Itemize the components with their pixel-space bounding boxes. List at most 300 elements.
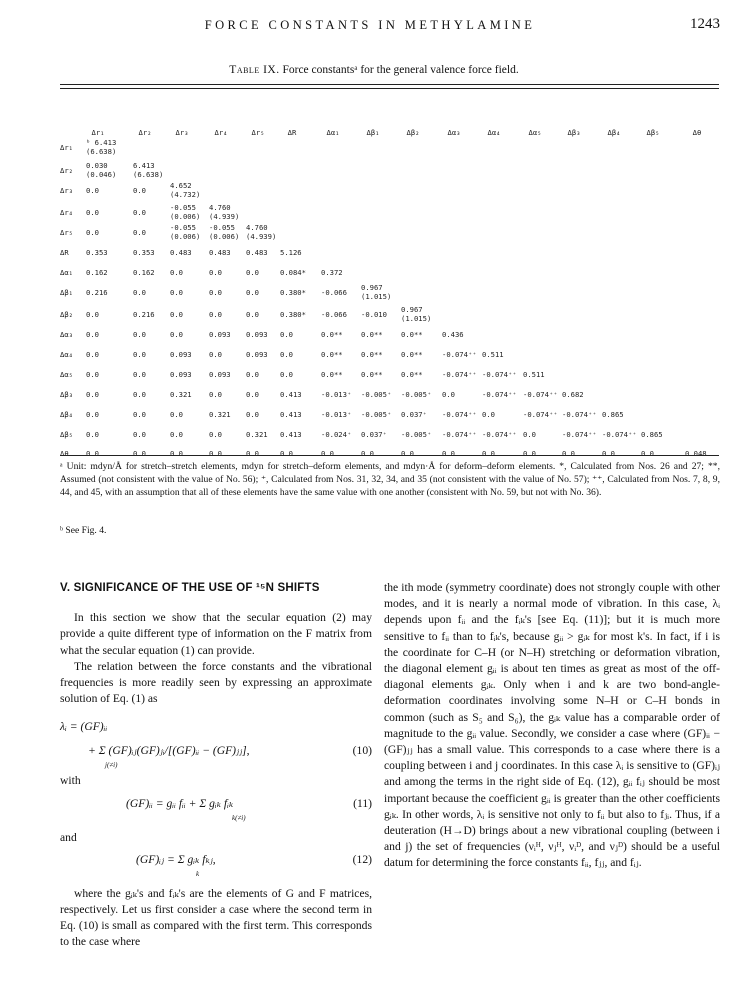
table-cell [361, 390, 391, 399]
table-cell [442, 449, 455, 458]
table-cell [280, 268, 306, 277]
cell-value: 0.321 [209, 410, 231, 419]
equation-subscript: k(≠i) [232, 813, 246, 822]
table-cell [482, 449, 495, 458]
cell-value: 0.0 [442, 449, 455, 458]
table-cell [246, 449, 259, 458]
table-cell [321, 350, 343, 359]
cell-value: 0.0 [401, 449, 414, 458]
table-cell [86, 208, 99, 217]
table-cell [280, 248, 302, 257]
column-header: Δr₄ [214, 128, 228, 137]
table-cell [361, 370, 383, 379]
table-cell [361, 310, 387, 319]
equation-text: λᵢ = (GF)ᵢᵢ [60, 720, 108, 734]
table-cell [170, 330, 183, 339]
table-cell [170, 203, 200, 221]
table-cell [86, 161, 116, 179]
cell-value: 4.760 [209, 203, 231, 212]
table-cell [86, 288, 108, 297]
table-top-rule-2 [60, 88, 719, 89]
table-cell [86, 186, 99, 195]
table-cell [133, 430, 146, 439]
cell-value: 0.0 [209, 310, 222, 319]
cell-value: 0.093 [246, 330, 268, 339]
table-cell [361, 430, 387, 439]
table-cell [209, 248, 231, 257]
column-header: ΔR [287, 128, 297, 137]
cell-value: -0.013⁺ [321, 410, 352, 419]
cell-value: 0.0 [280, 350, 293, 359]
running-header [60, 14, 720, 36]
cell-value: 0.0 [602, 449, 615, 458]
cell-value: 0.0 [209, 268, 222, 277]
cell-value: 0.037⁺ [361, 430, 387, 439]
table-top-rule [60, 84, 719, 85]
cell-value: 0.0 [523, 449, 536, 458]
cell-value: 0.0 [86, 310, 99, 319]
column-header: Δr₁ [91, 128, 105, 137]
equation-12 [60, 852, 372, 886]
cell-value: 0.0 [246, 449, 259, 458]
cell-value: (0.006) [170, 232, 201, 241]
table-bottom-rule [60, 455, 719, 456]
cell-value: 0.865 [602, 410, 624, 419]
table-cell [482, 370, 517, 379]
running-title: FORCE CONSTANTS IN METHYLAMINE [204, 18, 536, 32]
cell-value: 0.0 [86, 370, 99, 379]
cell-value: 0.0** [321, 330, 343, 339]
equation-11 [60, 796, 372, 830]
table-cell [86, 350, 99, 359]
table-cell [280, 449, 293, 458]
cell-value: (6.638) [133, 170, 164, 179]
table-cell [209, 203, 239, 221]
row-label: Δα₄ [60, 350, 73, 359]
row-label: Δα₁ [60, 268, 73, 277]
table-cell [401, 330, 423, 339]
cell-value: 0.413 [280, 390, 302, 399]
table-cell [321, 330, 343, 339]
row-label: Δβ₂ [60, 310, 73, 319]
paragraph: In this section we show that the secular equation (2) may provide a quite different type of information on the F matrix from what the secular equation (1) can provide. [60, 611, 372, 657]
cell-value: 0.0 [280, 449, 293, 458]
table-cell [280, 288, 306, 297]
cell-value: 0.0 [562, 449, 575, 458]
cell-value: -0.074⁺⁺ [482, 390, 517, 399]
cell-value: 0.0 [170, 310, 183, 319]
table-cell [133, 161, 163, 179]
table-cell [523, 370, 545, 379]
column-header: Δβ₄ [607, 128, 621, 137]
cell-value: 0.0** [401, 370, 423, 379]
cell-value: 0.0 [133, 370, 146, 379]
cell-value: 0.0 [86, 228, 99, 237]
table-cell [401, 350, 423, 359]
table-cell [133, 310, 155, 319]
table-cell [246, 223, 276, 241]
cell-value: 0.967 [361, 283, 383, 292]
cell-value: 0.0** [321, 370, 343, 379]
cell-value: 0.0 [133, 330, 146, 339]
equation-text: (GF)ᵢᵢ = gᵢᵢ fᵢᵢ + Σ gᵢₖ fᵢₖ [126, 796, 234, 810]
table-cell [321, 430, 351, 439]
cell-value: 0.0 [86, 186, 99, 195]
table-cell [170, 288, 183, 297]
cell-value: 0.0 [133, 410, 146, 419]
table-cell [246, 350, 268, 359]
table-cell [280, 390, 302, 399]
cell-value: 0.0 [523, 430, 536, 439]
table-cell [133, 330, 146, 339]
cell-value: 0.0** [361, 330, 383, 339]
cell-value: 0.093 [170, 370, 192, 379]
cell-value: 5.126 [280, 248, 302, 257]
cell-value: ᵇ 6.413 [86, 138, 117, 147]
cell-value: 0.436 [442, 330, 464, 339]
table-cell [209, 330, 231, 339]
table-cell [209, 410, 231, 419]
cell-value: -0.055 [170, 223, 196, 232]
table-cell [280, 310, 306, 319]
cell-value: 0.030 [86, 161, 108, 170]
table-cell [86, 370, 99, 379]
cell-value: -0.055 [209, 223, 235, 232]
table-cell [86, 228, 99, 237]
table-cell [246, 430, 268, 439]
table-cell [246, 248, 268, 257]
cell-value: 0.048 [685, 449, 707, 458]
cell-value: -0.074⁺⁺ [562, 410, 597, 419]
cell-value: 0.216 [133, 310, 155, 319]
cell-value: -0.055 [170, 203, 196, 212]
cell-value: 0.0 [86, 390, 99, 399]
cell-value: 0.0 [170, 430, 183, 439]
table-cell [321, 288, 347, 297]
row-label: Δr₄ [60, 208, 73, 217]
column-header: Δα₅ [528, 128, 542, 137]
cell-value: 0.0 [86, 430, 99, 439]
table-cell [209, 350, 222, 359]
table-cell [246, 370, 259, 379]
table-cell [562, 390, 584, 399]
equation-number: (11) [353, 796, 372, 810]
table-cell [280, 430, 302, 439]
table-cell [401, 305, 431, 323]
table-cell [361, 410, 391, 419]
table-cell [602, 430, 637, 439]
cell-value: 0.483 [209, 248, 231, 257]
row-label: Δβ₃ [60, 390, 73, 399]
cell-value: 0.037⁺ [401, 410, 427, 419]
row-label: Δr₂ [60, 166, 73, 175]
cell-value: 4.760 [246, 223, 268, 232]
paragraph: where the gᵢₖ's and fᵢₖ's are the elements of G and F matrices, respectively. Let us first consider a case where the second term in Eq. (10) is small as compared with the first term. This corresponds to the case where [60, 886, 372, 949]
table-cell [170, 268, 183, 277]
cell-value: 0.0 [133, 186, 146, 195]
cell-value: 4.652 [170, 181, 192, 190]
table-footnote-b: ᵇ See Fig. 4. [60, 525, 107, 536]
table-cell [401, 430, 431, 439]
cell-value: 0.967 [401, 305, 423, 314]
right-column [384, 580, 720, 872]
cell-value: 0.216 [86, 288, 108, 297]
cell-value: 0.321 [170, 390, 192, 399]
cell-value: -0.074⁺⁺ [442, 350, 477, 359]
cell-value: 0.380* [280, 310, 306, 319]
table-cell [321, 390, 351, 399]
equation-number: (12) [352, 852, 372, 866]
paragraph: and [60, 830, 77, 844]
table-cell [133, 350, 146, 359]
table-cell [442, 370, 477, 379]
table-cell [133, 248, 155, 257]
table-cell [209, 449, 222, 458]
table-cell [246, 310, 259, 319]
row-label: Δθ [60, 449, 69, 458]
left-column [60, 580, 372, 951]
table-cell [361, 330, 383, 339]
cell-value: 0.093 [170, 350, 192, 359]
equation-subscript: k [196, 869, 200, 878]
table-cell [442, 350, 477, 359]
cell-value: 0.483 [246, 248, 268, 257]
table-cell [321, 268, 343, 277]
cell-value: -0.074⁺⁺ [523, 410, 558, 419]
equation-10-line-1 [60, 719, 372, 743]
table-cell [523, 449, 536, 458]
cell-value: 0.380* [280, 288, 306, 297]
cell-value: 0.0 [170, 330, 183, 339]
paragraph: the ith mode (symmetry coordinate) does not strongly couple with other modes, and it is nearly a normal mode of vibration. In this case, λᵢ depends upon fᵢᵢ and the fᵢₖ's [see Eq. (11)]; but it is much more sensitive to fᵢᵢ than to fᵢₖ's, because gᵢᵢ > gᵢₖ for most k's. In fact, if i is the coordinate for C–H (or N–H) stretching or deformation vibration, the diagonal element gᵢᵢ is about ten times as great as most of the off-diagonal elements gᵢₖ. Only when i and k are two bond-angle-deformation coordinates involving some N–H or C–H bonds in common (such as S₅ and S₆), the gᵢₖ value has a comparable order of magnitude to the gᵢᵢ value. Secondly, we consider a case where (GF)ᵢᵢ − (GF)ⱼⱼ has a small value. This corresponds to a case where there is a coupling between i and j coordinates. In this case λᵢ is sensitive to (GF)ᵢⱼ and among the terms in the right side of Eq. (12), gᵢᵢ fᵢⱼ should be most important because the coefficient gᵢᵢ is greater than the other coefficients gᵢₖ. In other words, λᵢ is sensitive not only to fᵢᵢ but also to fⱼᵢ. Thus, if a deuteration (H→D) brings about a new vibrational coupling (between i and j) the set of frequencies (νᵢᴴ, νⱼᴴ, νᵢᴰ, and νⱼᴰ) should be a useful datum for determining the force constants fᵢᵢ, fⱼⱼ, and fᵢⱼ. [384, 581, 720, 870]
cell-value: 0.0 [246, 370, 259, 379]
row-label: Δα₃ [60, 330, 73, 339]
cell-value: 0.0 [246, 310, 259, 319]
table-cell [170, 449, 183, 458]
cell-value: -0.024⁺ [321, 430, 352, 439]
paragraph: The relation between the force constants and the vibrational frequencies is more readily seen by expressing an approximate solution of Eq. (1) as [60, 659, 372, 706]
table-cell [523, 390, 558, 399]
cell-value: -0.005⁺ [401, 430, 432, 439]
table-cell [133, 228, 146, 237]
table-cell [209, 390, 222, 399]
cell-value: 0.0 [86, 330, 99, 339]
table-cell [685, 449, 707, 458]
cell-value: 0.511 [482, 350, 504, 359]
table-cell [170, 350, 192, 359]
cell-value: 0.0 [86, 410, 99, 419]
table-cell [246, 410, 259, 419]
cell-value: -0.074⁺⁺ [442, 430, 477, 439]
table-cell [86, 330, 99, 339]
cell-value: (1.015) [401, 314, 432, 323]
cell-value: 0.0 [641, 449, 654, 458]
table-cell [361, 449, 374, 458]
row-label: ΔR [60, 248, 69, 257]
cell-value: -0.074⁺⁺ [602, 430, 637, 439]
cell-value: 0.0 [246, 268, 259, 277]
row-label: Δr₃ [60, 186, 73, 195]
cell-value: 0.0** [401, 350, 423, 359]
cell-value: 0.0 [482, 410, 495, 419]
table-cell [170, 390, 192, 399]
table-cell [442, 410, 477, 419]
table-cell [86, 449, 99, 458]
row-label: Δβ₅ [60, 430, 73, 439]
equation-number: (10) [352, 744, 372, 758]
table-cell [523, 430, 536, 439]
table-cell [170, 181, 200, 199]
table-cell [86, 268, 108, 277]
table-cell [133, 186, 146, 195]
cell-value: -0.005⁺ [361, 390, 392, 399]
cell-value: 0.0 [280, 330, 293, 339]
cell-value: 0.0 [209, 350, 222, 359]
cell-value: 6.413 [133, 161, 155, 170]
table-cell [86, 430, 99, 439]
table-cell [133, 370, 146, 379]
row-label: Δr₅ [60, 228, 73, 237]
cell-value: 0.0 [209, 449, 222, 458]
cell-value: 0.0 [361, 449, 374, 458]
table-cell [280, 350, 293, 359]
table-cell [209, 223, 239, 241]
table-cell [280, 410, 302, 419]
cell-value: 0.0 [86, 449, 99, 458]
cell-value: (0.006) [209, 232, 240, 241]
table-cell [209, 430, 222, 439]
row-label: Δα₅ [60, 370, 73, 379]
table-cell [361, 350, 383, 359]
table-cell [86, 410, 99, 419]
table-cell [562, 430, 597, 439]
table-cell [482, 350, 504, 359]
cell-value: 0.0 [170, 410, 183, 419]
column-header: Δα₁ [326, 128, 340, 137]
cell-value: 0.0 [170, 288, 183, 297]
cell-value: 0.0 [86, 350, 99, 359]
column-header: Δr₂ [138, 128, 152, 137]
cell-value: 0.0** [361, 350, 383, 359]
table-cell [246, 288, 259, 297]
column-header: Δr₃ [175, 128, 189, 137]
table-cell [321, 310, 347, 319]
table-cell [602, 449, 615, 458]
table-cell [602, 410, 624, 419]
cell-value: 0.0 [133, 390, 146, 399]
cell-value: -0.074⁺⁺ [523, 390, 558, 399]
cell-value: -0.005⁺ [361, 410, 392, 419]
column-header: Δβ₅ [646, 128, 660, 137]
cell-value: (4.732) [170, 190, 201, 199]
equation-10-line-2 [60, 743, 372, 773]
cell-value: -0.074⁺⁺ [442, 410, 477, 419]
table-cell [86, 248, 108, 257]
table-cell [321, 449, 334, 458]
table-caption [0, 64, 748, 76]
cell-value: -0.074⁺⁺ [562, 430, 597, 439]
cell-value: (1.015) [361, 292, 392, 301]
table-cell [523, 410, 558, 419]
cell-value: -0.010 [361, 310, 387, 319]
table-cell [133, 410, 146, 419]
cell-value: 0.0** [321, 350, 343, 359]
cell-value: 0.353 [86, 248, 108, 257]
cell-value: -0.074⁺⁺ [442, 370, 477, 379]
table-cell [170, 248, 192, 257]
table-cell [562, 449, 575, 458]
cell-value: 0.0 [170, 268, 183, 277]
column-header: Δr₅ [251, 128, 265, 137]
table-cell [321, 370, 343, 379]
table-cell [442, 330, 464, 339]
cell-value: -0.074⁺⁺ [482, 430, 517, 439]
table-cell [361, 283, 391, 301]
table-cell [86, 310, 99, 319]
cell-value: 0.0 [133, 208, 146, 217]
cell-value: (4.939) [246, 232, 277, 241]
table-cell [442, 430, 477, 439]
cell-value: 0.0 [86, 208, 99, 217]
cell-value: 0.353 [133, 248, 155, 257]
cell-value: 0.0 [280, 370, 293, 379]
cell-value: 0.0 [442, 390, 455, 399]
cell-value: 0.0 [246, 410, 259, 419]
table-cell [482, 430, 517, 439]
table-cell [401, 390, 431, 399]
cell-value: 0.0 [133, 288, 146, 297]
cell-value: 0.0 [209, 430, 222, 439]
paragraph: with [60, 774, 81, 788]
table-cell [133, 208, 146, 217]
cell-value: 0.084* [280, 268, 306, 277]
cell-value: 0.162 [86, 268, 108, 277]
table-caption-label: Table IX. [229, 64, 280, 76]
cell-value: 0.372 [321, 268, 343, 277]
cell-value: -0.013⁺ [321, 390, 352, 399]
cell-value: 0.0 [133, 350, 146, 359]
table-cell [401, 410, 427, 419]
table-cell [133, 288, 146, 297]
table-cell [133, 268, 155, 277]
cell-value: 0.093 [209, 370, 231, 379]
equation-text: + Σ (GF)ᵢⱼ(GF)ⱼᵢ/[(GF)ᵢᵢ − (GF)ⱼⱼ], [88, 744, 250, 758]
table-cell [321, 410, 351, 419]
table-cell [442, 390, 455, 399]
cell-value: 0.0 [321, 449, 334, 458]
table-cell [86, 390, 99, 399]
cell-value: -0.066 [321, 310, 347, 319]
table-cell [280, 370, 293, 379]
cell-value: 0.321 [246, 430, 268, 439]
equation-text: (GF)ᵢⱼ = Σ gᵢₖ fₖⱼ, [136, 852, 216, 866]
row-label: Δβ₁ [60, 288, 73, 297]
row-label: Δr₁ [60, 143, 73, 152]
table-cell [209, 370, 231, 379]
cell-value: 0.0 [482, 449, 495, 458]
table-footnote-a: ᵃ Unit: mdyn/Å for stretch–stretch elements, mdyn for stretch–deform elements, and mdyn·Å for deform–deform elements. *, Calculated from Nos. 26 and 27; **, Assumed (not consistent with the value of No. 56); ⁺, Calculated from Nos. 31, 32, 34, and 35 (not consistent with the value of No. 57); ⁺⁺, Calculated from Nos. 7, 8, 9, 44, and 45, with an assumption that all of these elements have the same value with one another (consistent with No. 59, but not with No. 36). [60, 461, 720, 498]
table-cell [170, 370, 192, 379]
page-number: 1243 [690, 16, 720, 32]
table-cell [401, 370, 423, 379]
cell-value: 0.0 [246, 390, 259, 399]
table-cell [133, 390, 146, 399]
cell-value: 0.865 [641, 430, 663, 439]
cell-value: 0.0 [246, 288, 259, 297]
cell-value: 0.511 [523, 370, 545, 379]
cell-value: 0.682 [562, 390, 584, 399]
equation-subscript: j(≠i) [105, 761, 118, 770]
